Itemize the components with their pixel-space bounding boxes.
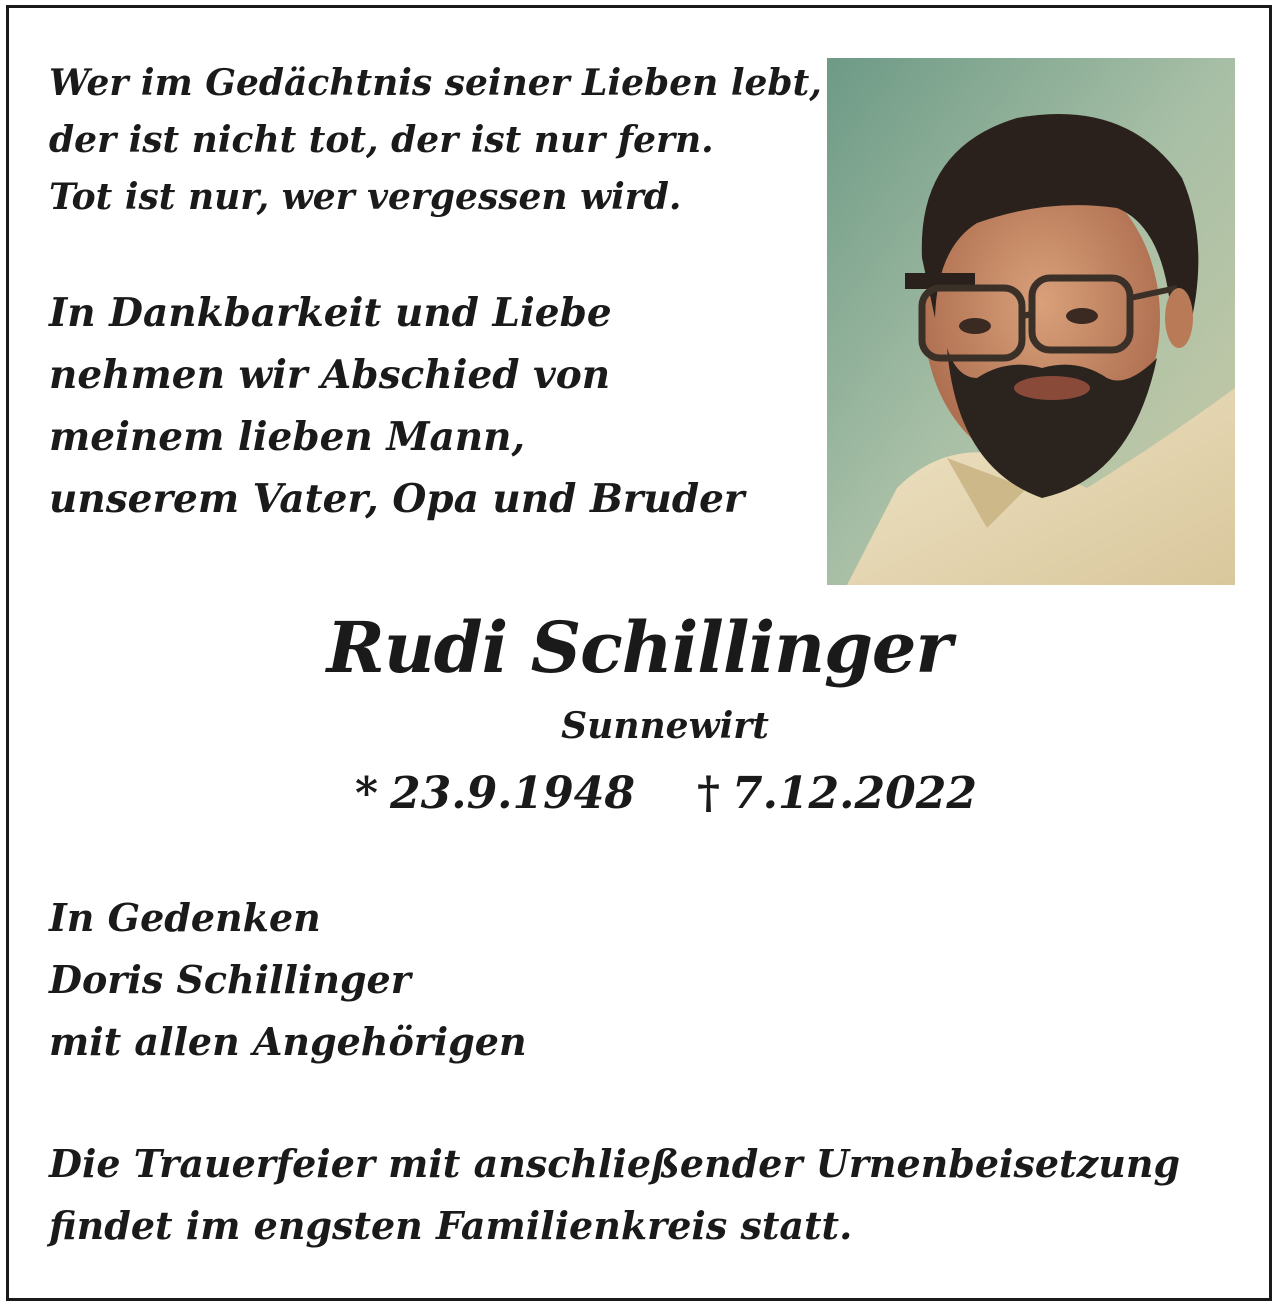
portrait-photo bbox=[827, 58, 1235, 585]
memorial-line: mit allen Angehörigen bbox=[49, 1019, 527, 1064]
death-date: 7.12.2022 bbox=[731, 768, 977, 819]
memorial-line: In Gedenken bbox=[49, 895, 321, 940]
death-cross-icon: † bbox=[696, 768, 720, 819]
birth-date: 23.9.1948 bbox=[390, 768, 635, 819]
death-group bbox=[697, 764, 977, 824]
obituary-frame bbox=[6, 5, 1272, 1301]
portrait-illustration bbox=[827, 58, 1235, 585]
quote-line: Tot ist nur, wer vergessen wird. bbox=[49, 176, 682, 218]
memorial-signature bbox=[49, 887, 527, 1073]
intro-line: In Dankbarkeit und Liebe bbox=[49, 290, 612, 336]
farewell-intro bbox=[49, 282, 744, 530]
intro-line: nehmen wir Abschied von bbox=[49, 352, 611, 398]
intro-line: meinem lieben Mann, bbox=[49, 414, 526, 460]
funeral-notice bbox=[49, 1133, 1180, 1257]
memorial-line: Doris Schillinger bbox=[49, 957, 411, 1002]
quote-line: Wer im Gedächtnis seiner Lieben lebt, bbox=[49, 62, 822, 104]
birth-star-icon: * bbox=[355, 768, 379, 819]
deceased-occupation: Sunnewirt bbox=[561, 705, 769, 747]
life-dates bbox=[355, 764, 977, 824]
quote-line: der ist nicht tot, der ist nur fern. bbox=[49, 119, 714, 161]
closing-line: Die Trauerfeier mit anschließender Urnenbeisetzung bbox=[49, 1141, 1181, 1186]
closing-line: findet im engsten Familienkreis statt. bbox=[49, 1203, 853, 1248]
deceased-name: Rudi Schillinger bbox=[326, 606, 952, 689]
memorial-quote bbox=[49, 55, 822, 226]
intro-line: unserem Vater, Opa und Bruder bbox=[49, 476, 745, 522]
